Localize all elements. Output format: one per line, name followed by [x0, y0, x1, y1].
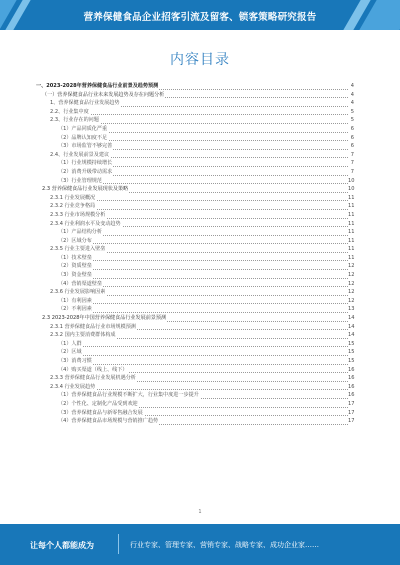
- report-header: [0, 0, 400, 30]
- toc-entry-title: （4）营销渠道壁垒: [58, 280, 102, 287]
- toc-entry-title: 2.3.4 行业发展趋势: [50, 383, 96, 390]
- toc-entry-page: 6: [350, 125, 354, 132]
- toc-entry-page: 11: [348, 220, 355, 227]
- page-number: 1: [198, 509, 202, 515]
- toc-entry-title: 2.3、行业存在的问题: [50, 117, 99, 124]
- toc-entry-title: 一、2023-2028年营养保健食品行业前景及趋势预测: [36, 83, 159, 89]
- toc-entry-page: 10: [348, 177, 355, 184]
- toc-entry-page: 7: [350, 151, 354, 158]
- toc-entry-page: 16: [348, 392, 355, 399]
- toc-entry-page: 15: [348, 340, 355, 347]
- toc-entry-page: 11: [348, 203, 355, 210]
- toc-entry-page: 12: [348, 280, 355, 287]
- toc-entry-page: 11: [348, 237, 355, 244]
- toc-entry-title: （3）市场监管不够完善: [58, 143, 113, 150]
- toc-entry-page: 15: [348, 349, 355, 356]
- toc-entry-title: 2.2、行业集中度: [50, 108, 89, 115]
- toc-entry-page: 11: [348, 211, 355, 218]
- toc-entry-page: 12: [348, 272, 355, 279]
- toc-entry-page: 17: [348, 400, 355, 407]
- toc-entry-page: 5: [350, 117, 354, 124]
- toc-entry-title: （3）资金壁垒: [58, 272, 92, 279]
- toc-entry-page: 12: [348, 263, 355, 270]
- toc-entry-page: 16: [348, 366, 355, 373]
- toc-entry-title: 2.4、行业发展前景及建议: [50, 151, 110, 158]
- toc-entry-title: （1）技术壁垒: [58, 254, 92, 261]
- toc-entry-page: 17: [348, 409, 355, 416]
- footer-slogan: 让每个人都能成为: [30, 541, 94, 550]
- footer-tagline: 行业专家、管理专家、营销专家、战略专家、成功企业家……: [130, 541, 319, 549]
- toc-entry-title: 2.3 营养保健食品行业发展现状及策略: [42, 186, 129, 193]
- toc-entry-title: 2.3.1 营养保健食品行业市场规模预测: [50, 323, 136, 330]
- toc-entry-page: 11: [348, 246, 355, 253]
- toc-entry-page: 6: [350, 134, 354, 141]
- toc-entry-title: （1）人群: [58, 340, 82, 347]
- toc-entry-title: 2.3.2 行业竞争格局: [50, 203, 96, 210]
- toc-entry-page: 16: [348, 375, 355, 382]
- toc-entry-title: （3）营养保健食品与新零售融合发展: [58, 409, 143, 416]
- toc-entry-title: （1）营养保健食品行业规模不断扩大，行业集中度进一步提升: [58, 392, 199, 399]
- toc-entry-title: （1）产品同质化严重: [58, 125, 108, 132]
- toc-entry-title: 2.3.2 国内主要消费群体构成: [50, 332, 116, 339]
- toc-entry-title: （3）行业管理规范: [58, 177, 102, 184]
- toc-entry-title: （1）有利因素: [58, 297, 92, 304]
- toc-entry-page: 11: [348, 229, 355, 236]
- toc-entry-page: 4: [350, 91, 354, 98]
- toc-entry-page: 10: [348, 186, 355, 193]
- toc-entry-page: 14: [348, 315, 355, 322]
- toc-entry-page: 4: [350, 100, 354, 107]
- toc-entry-page: 13: [348, 306, 355, 313]
- toc-entry-title: （2）区域: [58, 349, 82, 356]
- toc-entry-title: 2.3.6 行业发展影响因素: [50, 289, 106, 296]
- toc-entry-title: （1）行业规模持续增长: [58, 160, 113, 167]
- toc-entry-title: 2.3.5 行业主要进入壁垒: [50, 246, 106, 253]
- toc-entry-title: （2）区域分布: [58, 237, 92, 244]
- toc-entry-title: （一）营养保健食品行业未来发展趋势及存在问题分析: [42, 91, 165, 98]
- toc-entry-page: 14: [348, 332, 355, 339]
- toc-entry-title: （2）不利因素: [58, 306, 92, 313]
- toc-entry-title: （2）消费升级带动需求: [58, 168, 113, 175]
- toc-entry-title: （3）消费习惯: [58, 358, 92, 364]
- toc-entry-page: 15: [348, 358, 355, 364]
- toc-entry-title: （1）产品结构分析: [58, 229, 102, 236]
- toc-entry-page: 6: [350, 143, 354, 150]
- toc-heading: 内容目录: [170, 52, 230, 68]
- toc-entry-title: （4）购买渠道（线上、线下）: [58, 366, 128, 373]
- toc-entry-page: 17: [348, 418, 355, 425]
- footer-divider: [118, 534, 119, 554]
- toc-entry-title: 1、营养保健食品行业发展趋势: [50, 100, 120, 107]
- report-footer: [0, 524, 400, 565]
- toc-entry-title: （4）营养保健食品市场规模与营销推广趋势: [58, 418, 159, 425]
- toc-entry-page: 11: [348, 254, 355, 261]
- toc-entry-title: （2）个性化、定制化产品受到欢迎: [58, 400, 138, 407]
- toc-entry-page: 12: [348, 289, 355, 296]
- toc-entry[interactable]: [36, 417, 354, 426]
- toc-entry-page: 12: [348, 297, 355, 304]
- toc-entry-page: 5: [350, 108, 354, 115]
- toc-entry-title: 2.3 2023-2028年中国营养保健食品行业发展前景预测: [42, 315, 167, 322]
- toc-entry-title: 2.3.1 行业发展概况: [50, 194, 96, 201]
- toc-entry-page: 14: [348, 323, 355, 330]
- report-title: 营养保健食品企业招客引流及留客、锁客策略研究报告: [83, 12, 317, 23]
- toc-entry-title: 2.3.4 行业利润水平及变动趋势: [50, 220, 121, 227]
- toc-entry-page: 7: [350, 168, 354, 175]
- table-of-contents: [36, 82, 354, 426]
- toc-entry-title: 2.3.3 行业市场规模分析: [50, 211, 106, 218]
- toc-entry-page: 4: [350, 83, 354, 89]
- toc-entry-page: 16: [348, 383, 355, 390]
- toc-entry-page: 7: [350, 160, 354, 167]
- toc-entry-title: 2.3.3 营养保健食品行业发展机遇分析: [50, 375, 136, 382]
- toc-entry-title: （2）品牌认知度不足: [58, 134, 108, 141]
- toc-entry-page: 11: [348, 194, 355, 201]
- toc-entry-title: （2）资质壁垒: [58, 263, 92, 270]
